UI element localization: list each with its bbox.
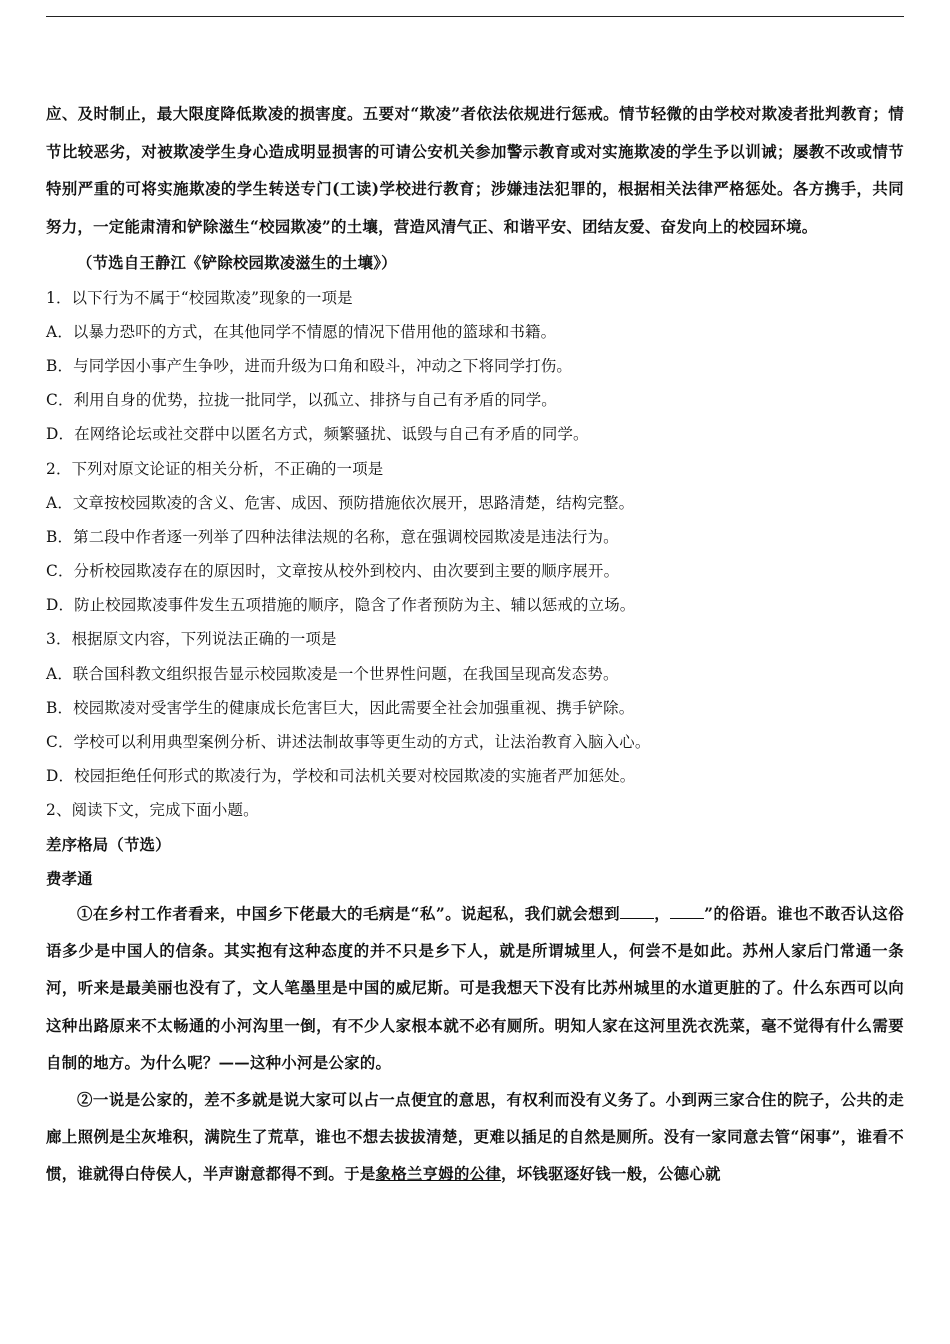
question-2 bbox=[46, 452, 904, 623]
passage-source: （节选自王静江《铲除校园欺凌滋生的土壤》） bbox=[77, 254, 397, 273]
article-title: 差序格局（节选） bbox=[46, 835, 171, 854]
option-b: B．第二段中作者逐一列举了四种法律法规的名称，意在强调校园欺凌是违法行为。 bbox=[46, 527, 619, 546]
question-stem: 1．以下行为不属于“校园欺凌”现象的一项是 bbox=[46, 288, 353, 307]
article-author: 费孝通 bbox=[46, 869, 93, 888]
option-b: B．校园欺凌对受害学生的健康成长危害巨大，因此需要全社会加强重视、携手铲除。 bbox=[46, 698, 635, 717]
document-body bbox=[46, 96, 904, 1194]
paragraph-text: ”的俗语。谁也不敢否认这俗语多少是中国人的信条。其实抱有这种态度的并不只是乡下人，就是所谓城里人，何尝不是如此。苏州人家后门常通一条河，听来是最美丽也没有了，文人笔墨里是中国的威尼斯。可是我想天下没有比苏州城里的水道更脏的了。什么东西可以向这种出路原来不太畅通的小河沟里一倒，有不少人家根本就不必有厕所。明知人家在这河里洗衣洗菜，毫不觉得有什么需要自制的地方。为什么呢？——这种小河是公家的。 bbox=[46, 904, 904, 1072]
option-c: C．学校可以利用典型案例分析、讲述法制故事等更生动的方式，让法治教育入脑入心。 bbox=[46, 733, 651, 751]
question-stem: 3．根据原文内容，下列说法正确的一项是 bbox=[46, 630, 337, 649]
option-d: D．在网络论坛或社交群中以匿名方式，频繁骚扰、诋毁与自己有矛盾的同学。 bbox=[46, 425, 589, 444]
option-b: B．与同学因小事产生争吵，进而升级为口角和殴斗，冲动之下将同学打伤。 bbox=[46, 356, 573, 375]
option-a: A．以暴力恐吓的方式，在其他同学不情愿的情况下借用他的篮球和书籍。 bbox=[46, 322, 557, 341]
blank-separator: ， bbox=[654, 904, 671, 923]
paragraph-text: ①在乡村工作者看来，中国乡下佬最大的毛病是“私”。说起私，我们就会想到 bbox=[77, 904, 621, 923]
header-rule bbox=[46, 16, 904, 17]
section-intro: 2、阅读下文，完成下面小题。 bbox=[46, 801, 259, 820]
question-3 bbox=[46, 622, 904, 793]
option-d: D．防止校园欺凌事件发生五项措施的顺序，隐含了作者预防为主、辅以惩戒的立场。 bbox=[46, 596, 636, 615]
question-stem: 2．下列对原文论证的相关分析，不正确的一项是 bbox=[46, 459, 384, 478]
paragraph-text: ，坏钱驱逐好钱一般，公德心就 bbox=[501, 1165, 721, 1184]
paragraph-text: ②一说是公家的，差不多就是说大家可以占一点便宜的意思，有权利而没有义务了。小到两三家合住的院子，公共的走廊上照例是尘灰堆积，满院生了荒草，谁也不想去拔拔清楚，更难以插足的自然是厕所。没有一家同意去管“闲事”，谁看不惯，谁就得白侍侯人，半声谢意都得不到。于是 bbox=[46, 1090, 904, 1184]
option-d: D．校园拒绝任何形式的欺凌行为，学校和司法机关要对校园欺凌的实施者严加惩处。 bbox=[46, 767, 636, 786]
question-1 bbox=[46, 281, 904, 452]
option-c: C．利用自身的优势，拉拢一批同学，以孤立、排挤与自己有矛盾的同学。 bbox=[46, 391, 557, 410]
passage-paragraph: 应、及时制止，最大限度降低欺凌的损害度。五要对“欺凌”者依法依规进行惩戒。情节轻微的由学校对欺凌者批判教育；情节比较恶劣，对被欺凌学生身心造成明显损害的可请公安机关参加警示教育或对实施欺凌的学生予以训诫；屡教不改或情节特别严重的可将实施欺凌的学生转送专门(工读)学校进行教育；涉嫌违法犯罪的，根据相关法律严格惩处。各方携手，共同努力，一定能肃清和铲除滋生“校园欺凌”的土壤，营造风清气正、和谐平安、团结友爱、奋发向上的校园环境。 bbox=[46, 105, 904, 236]
option-c: C．分析校园欺凌存在的原因时，文章按从校外到校内、由次要到主要的顺序展开。 bbox=[46, 562, 620, 581]
underlined-phrase: 象格兰亨姆的公律 bbox=[375, 1165, 502, 1184]
blank-line bbox=[670, 902, 704, 919]
article-paragraph-2 bbox=[46, 1082, 904, 1194]
article-paragraph-1 bbox=[46, 896, 904, 1082]
option-a: A．联合国科教文组织报告显示校园欺凌是一个世界性问题，在我国呈现高发态势。 bbox=[46, 664, 619, 683]
option-a: A．文章按校园欺凌的含义、危害、成因、预防措施依次展开，思路清楚，结构完整。 bbox=[46, 493, 635, 512]
blank-line bbox=[620, 902, 654, 919]
